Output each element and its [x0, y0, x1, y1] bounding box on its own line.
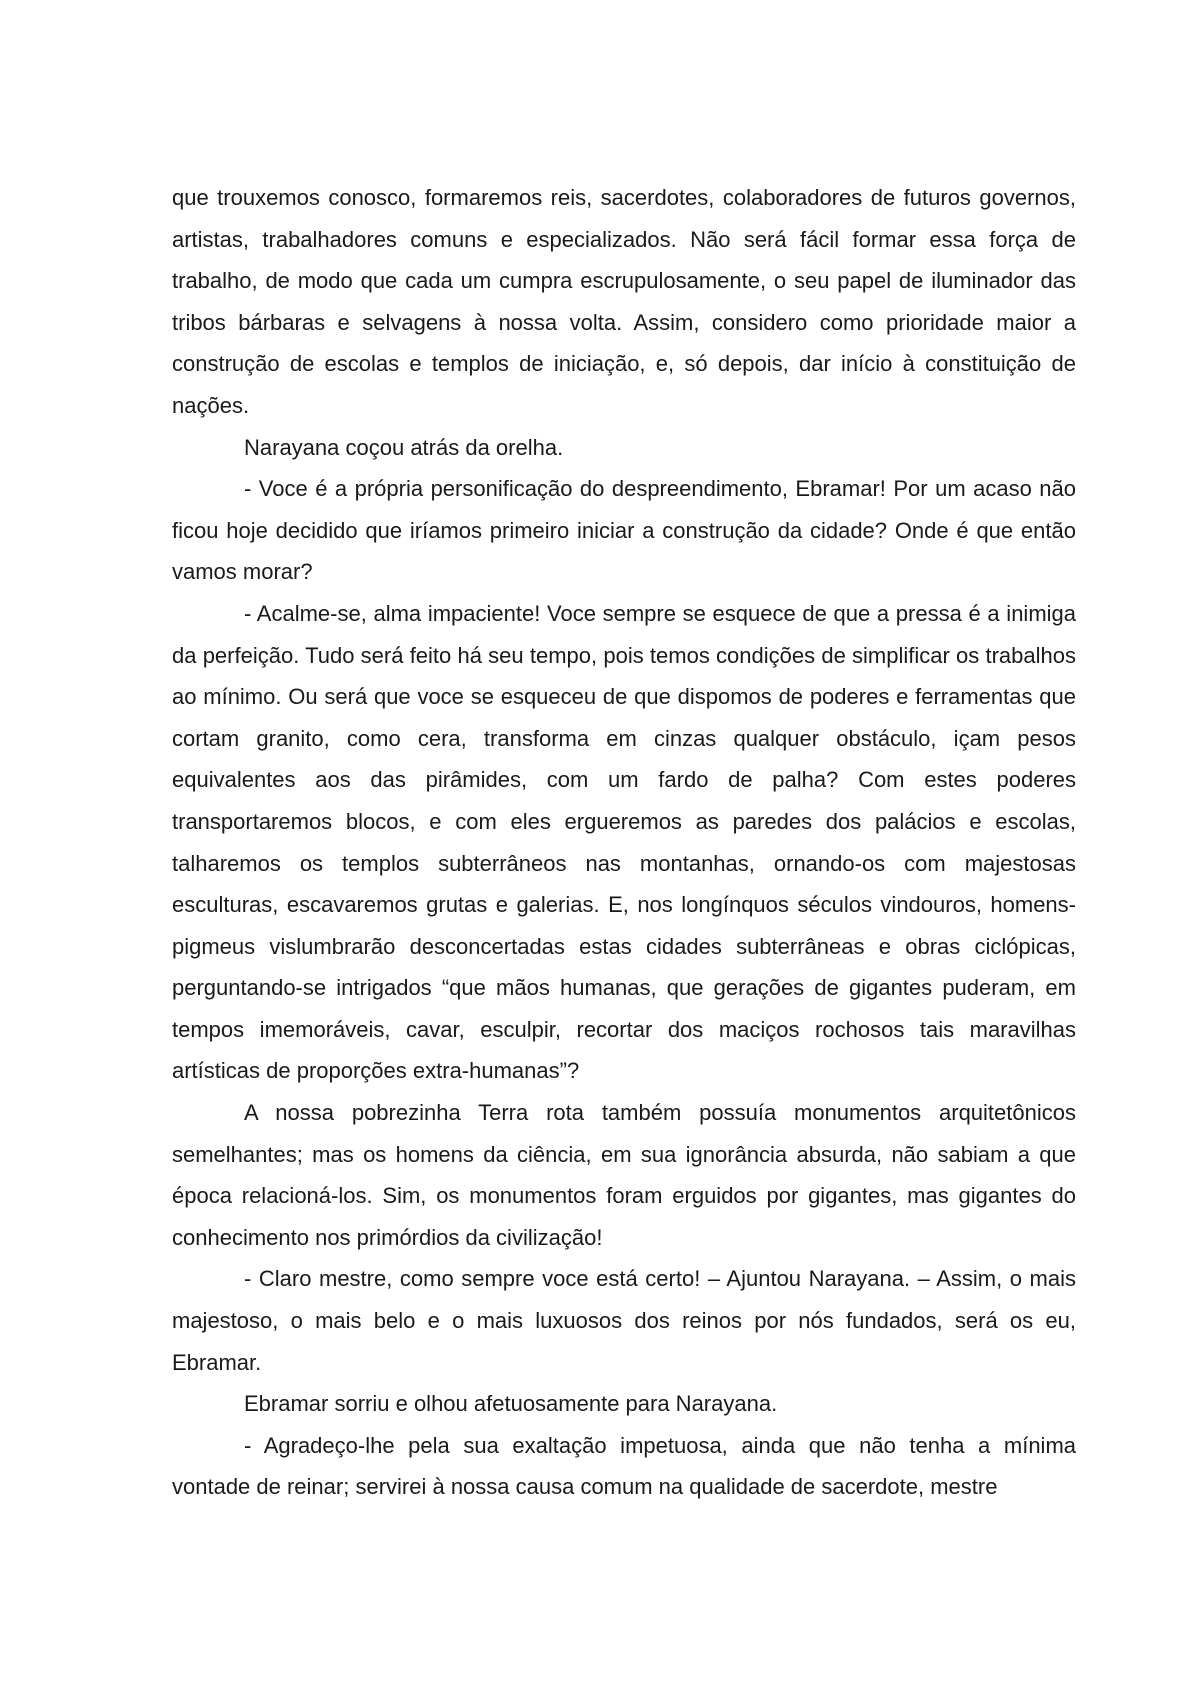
paragraph-dialogue: - Acalme-se, alma impaciente! Voce sempre se esquece de que a pressa é a inimiga da perfeição. Tudo será feito há seu tempo, pois temos condições de simplificar os trabalhos ao mínimo. Ou será que voce se esqueceu de que dispomos de poderes e ferramentas que cortam granito, como cera, transforma em cinzas qualquer obstáculo, içam pesos equivalentes aos das pirâmides, com um fardo de palha? Com estes poderes transportaremos blocos, e com eles ergueremos as paredes dos palácios e escolas, talharemos os templos subterrâneos nas montanhas, ornando-os com majestosas esculturas, escavaremos grutas e galerias. E, nos longínquos séculos vindouros, homens-pigmeus vislumbrarão desconcertadas estas cidades subterrâneas e obras ciclópicas, perguntando-se intrigados “que mãos humanas, que gerações de gigantes puderam, em tempos imemoráveis, cavar, esculpir, recortar dos maciços rochosos tais maravilhas artísticas de proporções extra-humanas”?	[172, 600, 1076, 1084]
paragraph-narration: Ebramar sorriu e olhou afetuosamente para Narayana.	[244, 1391, 778, 1417]
paragraph-dialogue: - Agradeço-lhe pela sua exaltação impetuosa, ainda que não tenha a mínima vontade de reinar; servirei à nossa causa comum na qualidade de sacerdote, mestre	[172, 1432, 1076, 1500]
paragraph-narration: Narayana coçou atrás da orelha.	[244, 434, 564, 460]
document-page	[172, 177, 1076, 1508]
paragraph-continuation: que trouxemos conosco, formaremos reis, sacerdotes, colaboradores de futuros governos, artistas, trabalhadores comuns e especializados. Não será fácil formar essa força de trabalho, de modo que cada um cumpra escrupulosamente, o seu papel de iluminador das tribos bárbaras e selvagens à nossa volta. Assim, considero como prioridade maior a construção de escolas e templos de iniciação, e, só depois, dar início à constituição de nações.	[172, 185, 1076, 418]
paragraph-narration: A nossa pobrezinha Terra rota também possuía monumentos arquitetônicos semelhantes; mas os homens da ciência, em sua ignorância absurda, não sabiam a que época relacioná-los. Sim, os monumentos foram erguidos por gigantes, mas gigantes do conhecimento nos primórdios da civilização!	[172, 1100, 1076, 1250]
paragraph-dialogue: - Voce é a própria personificação do despreendimento, Ebramar! Por um acaso não ficou hoje decidido que iríamos primeiro iniciar a construção da cidade? Onde é que então vamos morar?	[172, 476, 1076, 585]
paragraph-dialogue: - Claro mestre, como sempre voce está certo! – Ajuntou Narayana. – Assim, o mais majestoso, o mais belo e o mais luxuosos dos reinos por nós fundados, será os eu, Ebramar.	[172, 1266, 1076, 1375]
